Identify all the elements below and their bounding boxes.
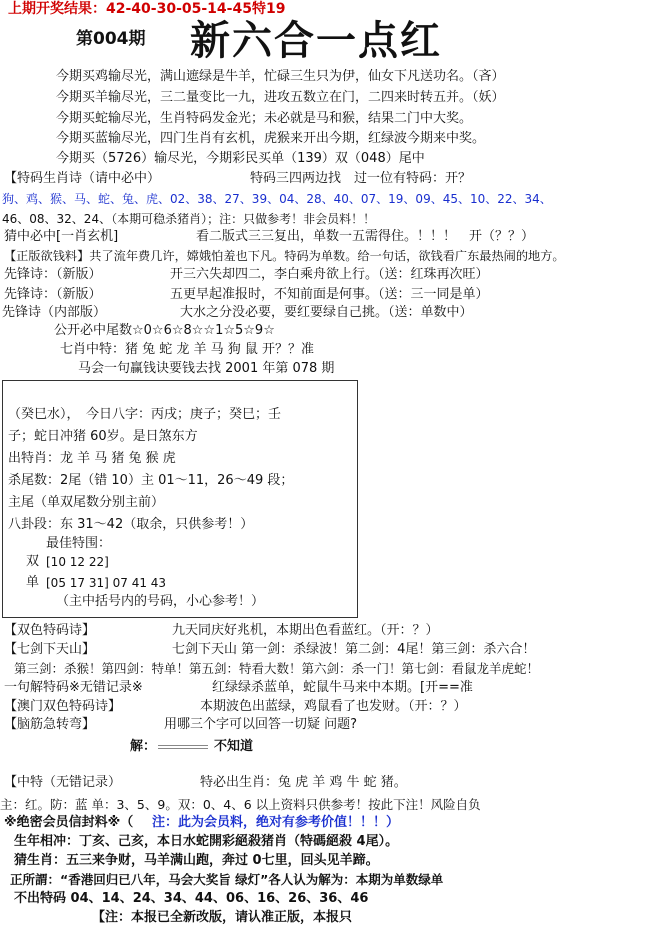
pioneer-text: 五更早起准报时，不知前面是何事。（送：三一同是单）	[170, 287, 489, 302]
poem-right: 特码三四两边找 过一位有特码：开？	[250, 171, 472, 186]
no-out-line: 不出特码 04、14、24、34、44、06、16、26、36、46	[14, 891, 369, 906]
special-text: 特必出生肖：兔 虎 羊 鸡 牛 蛇 猪。	[200, 775, 407, 790]
best-range-label: 最佳特围：	[46, 536, 112, 551]
answer-label: 解：	[130, 739, 157, 754]
macau-label: 【澳门双色特码诗】	[4, 699, 122, 714]
sword-text: 第三剑：杀猴！第四剑：特单！第五剑：特看大数！第六剑：杀一门！第七剑：看鼠龙羊虎蛇！	[14, 661, 540, 676]
macau-text: 本期波色出蓝绿，鸡鼠看了也发财。（开：？）	[200, 699, 467, 714]
guess-label: 猜中必中[一肖玄机]	[4, 229, 119, 244]
brain-label: 【脑筋急转弯】	[4, 717, 96, 732]
box-line: 杀尾数：2尾（错 10）主 01～11，26～49 段；	[8, 473, 294, 488]
footer-note: 【注：本报已全新改版，请认准正版，本报只	[92, 910, 353, 925]
box-line: 八卦段：东 31～42（取余，只供参考！）	[8, 517, 254, 532]
birth-line: 生年相冲：丁亥、己亥，本日水蛇開彩絕殺猪肖（特碼絕殺 4尾）。	[14, 834, 399, 849]
intro-line: 今期买鸡输尽光，满山遮绿是牛羊，忙碌三生只为伊，仙女下凡送功名。（吝）	[56, 69, 505, 84]
pioneer-label: 先锋诗（内部版）	[2, 305, 107, 320]
intro-line: 今期买蛇输尽光，生肖特码发金光；未必就是马和猴，结果二门中大奖。	[56, 111, 473, 126]
guess-text: 看二版式三三复出，单数一五需得住。！！！ 开（？？）	[196, 229, 535, 244]
single-label: 单	[26, 575, 40, 590]
poem-label: 【特码生肖诗（请中必中）	[4, 171, 161, 186]
tail-numbers: 公开必中尾数☆0☆6☆8☆☆1☆5☆9☆	[54, 323, 275, 338]
page-title: 新六合一点红	[190, 17, 442, 64]
box-line: 出特肖：龙 羊 马 猪 兔 猴 虎	[8, 451, 176, 466]
single-numbers: [05 17 31] 07 41 43	[46, 576, 167, 590]
issue-number: 第004期	[76, 29, 146, 49]
box-note: （主中括号内的号码，小心参考！）	[56, 594, 265, 609]
divider	[158, 748, 208, 749]
pioneer-label: 先锋诗：（新版）	[4, 287, 102, 302]
pioneer-text: 大水之分没必要，要红要绿自己挑。（送：单数中）	[180, 305, 473, 320]
main-line: 主：红。防：蓝 单：3、5、9。双：0、4、6 以上资料只供参考！按此下注！风险自负	[0, 797, 481, 812]
pioneer-label: 先锋诗：（新版）	[4, 267, 102, 282]
sword-label: 【七剑下天山】	[4, 642, 96, 657]
double-label: 双	[26, 554, 40, 569]
special-label: 【中特（无错记录）	[4, 775, 122, 790]
secret-label: ※绝密会员信封料※（	[4, 815, 134, 830]
brain-text: 用哪三个字可以回答一切疑 问题?	[164, 717, 358, 732]
divider	[158, 745, 208, 746]
official-hint: 【正版欲钱料】共了流年费几许，嫦娥怕羞也下凡。特码为单数。给一句话，欲钱看广东最热闹的地方。	[4, 249, 565, 263]
color-label: 【双色特码诗】	[4, 623, 96, 638]
intro-line: 今期买蓝输尽光，四门生肖有玄机，虎猴来开出今期，红绿波今期来中奖。	[56, 131, 486, 146]
box-line: （癸巳水）， 今日八字：丙戌；庚子；癸巳；壬	[8, 407, 282, 422]
seven-zodiac: 七肖中特：猪 兔 蛇 龙 羊 马 狗 鼠 开？？准	[60, 342, 315, 357]
guess-zodiac-line: 猜生肖：五三来争财，马羊满山跑，奔过 0七里，回头见羊蹄。	[14, 853, 379, 868]
box-line: 子；蛇日冲猪 60岁。是日煞东方	[8, 429, 198, 444]
intro-line: 今期买（5726）输尽光，今期彩民买单（139）双（048）尾中	[56, 151, 425, 166]
solve-label: 一句解特码※无错记录※	[4, 680, 143, 695]
number-list: 46、08、32、24、（本期可稳杀猪肖）；注：只做参考！非会员料！！	[2, 212, 376, 226]
box-line: 主尾（单双尾数分别主前）	[8, 495, 165, 510]
secret-text: 注：此为会员料，绝对有参考价值！！！）	[152, 815, 400, 830]
double-numbers: [10 12 22]	[46, 555, 109, 569]
official-line: 正所謂：“香港回归已八年，马会大奖旨 绿灯”各人认为解为：本期为单数绿单	[10, 872, 444, 887]
last-result: 上期开奖结果：42-40-30-05-14-45特19	[8, 1, 286, 17]
pioneer-text: 开三六失却四二，李白乘舟欲上行。（送：红珠再次旺）	[170, 267, 489, 282]
answer-text: 不知道	[214, 739, 254, 754]
intro-line: 今期买羊输尽光，三二量变比一九，进攻五数立在门，二四来时转五并。（妖）	[56, 90, 505, 105]
color-text: 九天同庆好兆机，本期出色看蓝红。（开：？）	[172, 623, 439, 638]
number-list: 狗、鸡、猴、马、蛇、兔、虎、02、38、27、39、04、28、40、07、19、09、45、10、22、34、	[2, 192, 552, 206]
solve-text: 红绿绿杀蓝单，蛇鼠牛马来中本期。[开==准	[212, 680, 473, 695]
sword-text: 七剑下天山 第一剑：杀绿波！第二剑：4尾！第三剑：杀六合！	[172, 642, 536, 657]
horse-club-line: 马会一句赢钱诀要钱去找 2001 年第 078 期	[78, 361, 335, 376]
